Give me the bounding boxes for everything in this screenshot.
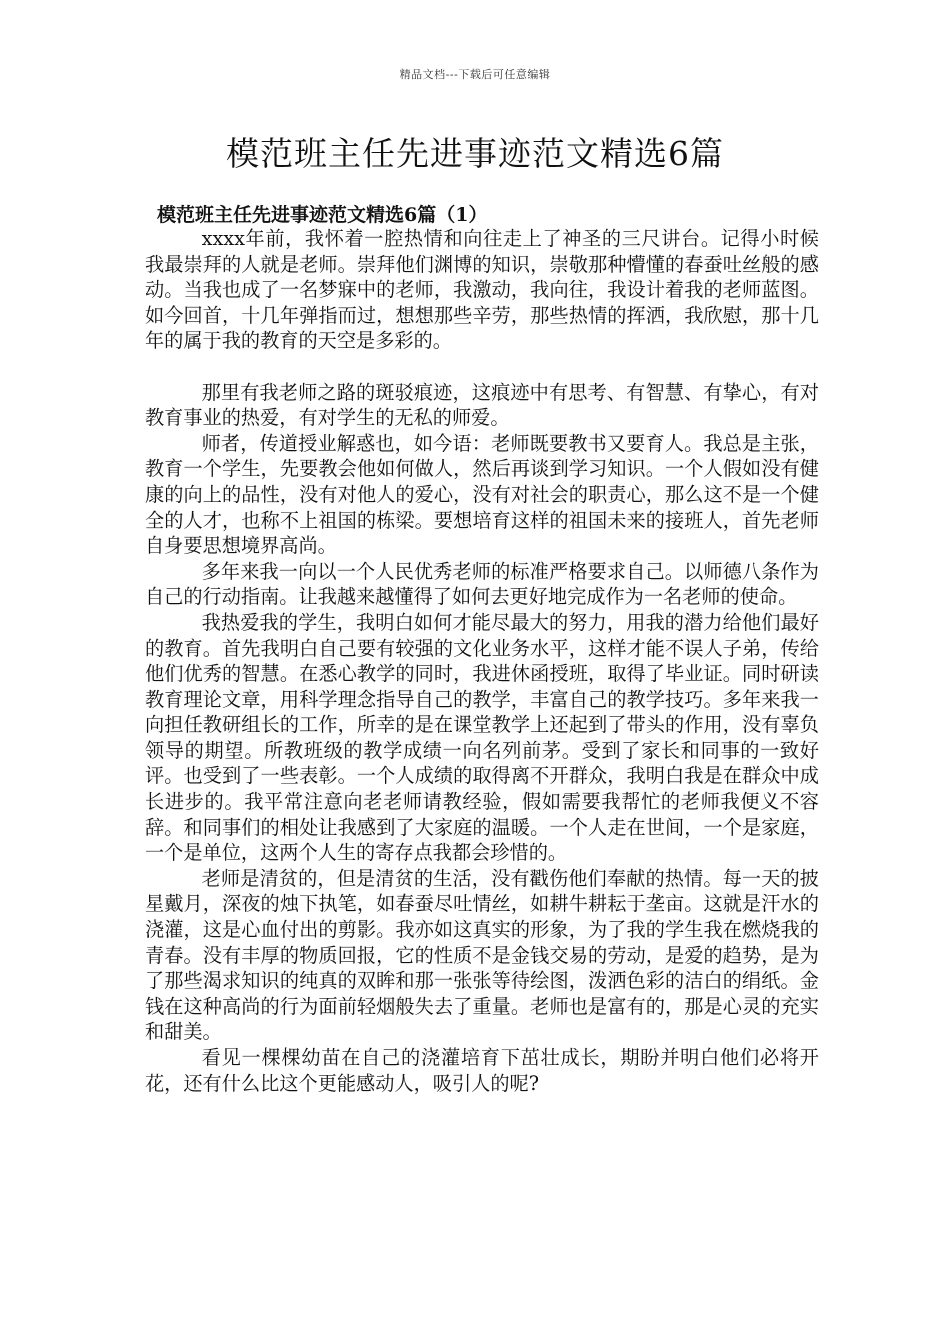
section-heading: 模范班主任先进事迹范文精选6篇（1） [157, 204, 488, 226]
paragraph: 我热爱我的学生，我明白如何才能尽最大的努力，用我的潜力给他们最好的教育。首先我明白自己要有较强的文化业务水平，这样才能不误人子弟，传给他们优秀的智慧。在悉心教学的同时，我进休函授班，取得了毕业证。同时研读教育理论文章，用科学理念指导自己的教学，丰富自己的教学技巧。多年来我一向担任教研组长的工作，所幸的是在课堂教学上还起到了带头的作用，没有辜负领导的期望。所教班级的教学成绩一向名列前茅。受到了家长和同事的一致好评。也受到了一些表彰。一个人成绩的取得离不开群众，我明白我是在群众中成长进步的。我平常注意向老老师请教经验，假如需要我帮忙的老师我便义不容辞。和同事们的相处让我感到了大家庭的温暖。一个人走在世间，一个是家庭，一个是单位，这两个人生的寄存点我都会珍惜的。 [145, 610, 819, 865]
document-body [145, 226, 819, 1096]
document-title: 模范班主任先进事迹范文精选6篇 [226, 134, 724, 173]
paragraph: 老师是清贫的，但是清贫的生活，没有戳伤他们奉献的热情。每一天的披星戴月，深夜的烛下执笔，如春蚕尽吐情丝，如耕牛耕耘于垄亩。这就是汗水的浇灌，这是心血付出的剪影。我亦如这真实的形象，为了我的学生我在燃烧我的青春。没有丰厚的物质回报，它的性质不是金钱交易的劳动，是爱的趋势，是为了那些渴求知识的纯真的双眸和那一张张等待绘图，泼洒色彩的洁白的绢纸。金钱在这种高尚的行为面前轻烟般失去了重量。老师也是富有的，那是心灵的充实和甜美。 [145, 866, 819, 1044]
paragraph: xxxx年前，我怀着一腔热情和向往走上了神圣的三尺讲台。记得小时候我最崇拜的人就是老师。崇拜他们渊博的知识，崇敬那种懵懂的春蚕吐丝般的感动。当我也成了一名梦寐中的老师，我激动，我向往，我设计着我的老师蓝图。如今回首，十几年弹指而过，想想那些辛劳，那些热情的挥洒，我欣慰，那十几年的属于我的教育的天空是多彩的。 [145, 227, 819, 353]
header-note: 精品文档---下载后可任意编辑 [399, 68, 551, 81]
paragraph: 那里有我老师之路的斑驳痕迹，这痕迹中有思考、有智慧、有挚心，有对教育事业的热爱，有对学生的无私的师爱。 [145, 380, 819, 430]
paragraph: 多年来我一向以一个人民优秀老师的标准严格要求自己。以师德八条作为自己的行动指南。让我越来越懂得了如何去更好地完成作为一名老师的使命。 [145, 559, 819, 609]
paragraph: 师者，传道授业解惑也，如今语：老师既要教书又要育人。我总是主张，教育一个学生，先要教会他如何做人，然后再谈到学习知识。一个人假如没有健康的向上的品性，没有对他人的爱心，没有对社会的职责心，那么这不是一个健全的人才，也称不上祖国的栋梁。要想培育这样的祖国未来的接班人，首先老师自身要思想境界高尚。 [145, 431, 819, 558]
paragraph: 看见一棵棵幼苗在自己的浇灌培育下茁壮成长，期盼并明白他们必将开花，还有什么比这个更能感动人，吸引人的呢? [145, 1046, 819, 1095]
